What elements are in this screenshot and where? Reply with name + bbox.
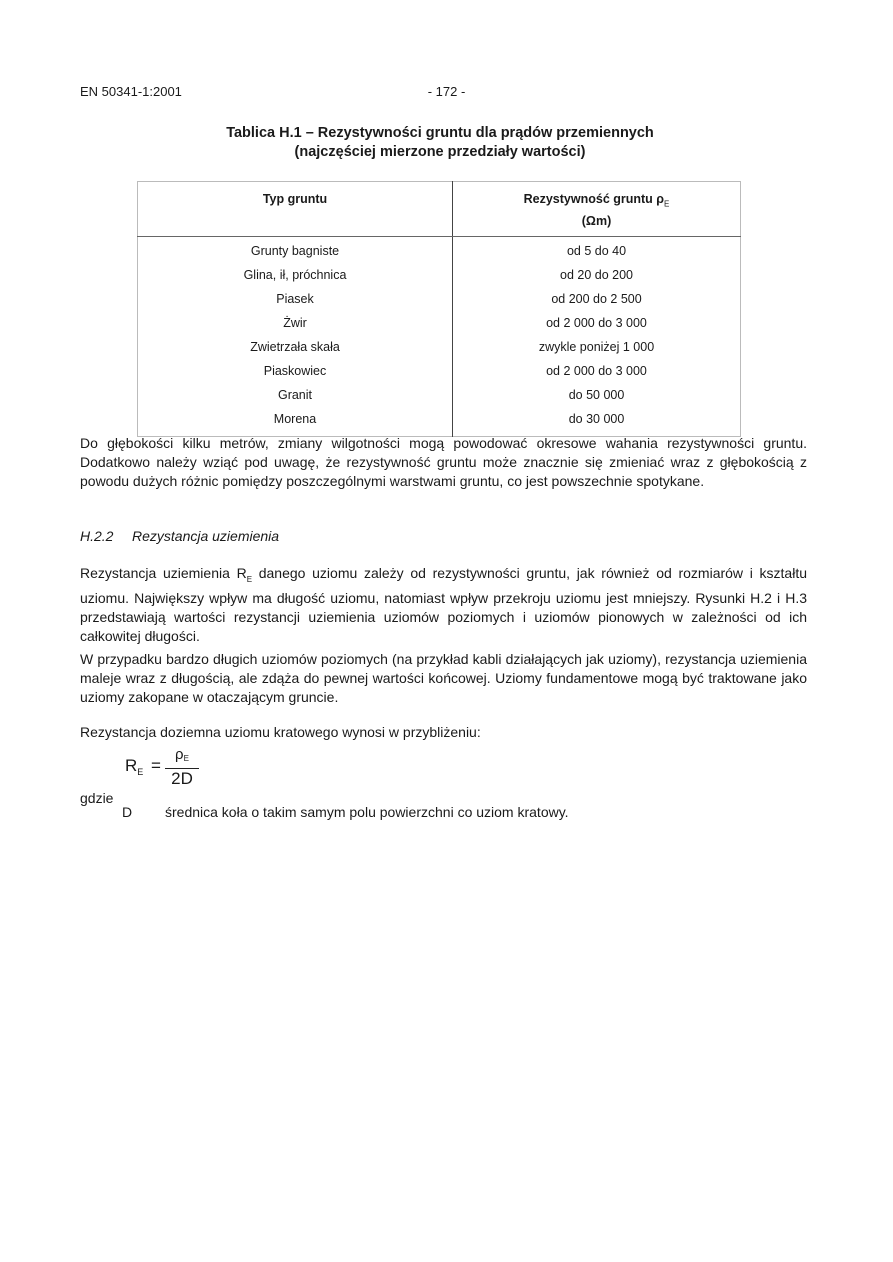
table-row (138, 236, 741, 265)
paragraph-grid-intro: Rezystancja doziemna uziomu kratowego wynosi w przybliżeniu: (80, 724, 481, 740)
formula-denominator: 2D (171, 769, 193, 788)
resistivity-cell: od 5 do 40 (566, 243, 627, 258)
table-row (138, 313, 741, 337)
paragraph-long-electrodes: W przypadku bardzo długich uziomów poziomych (na przykład kabli działających jak uziomy), rezystancja uziemienia maleje wraz z długością, ale zdąża do pewnej wartości końcowej. Uziomy fundamentowe mogą być traktowane jako uziomy zakopane w otaczającym gruncie. (80, 651, 807, 705)
standard-code: EN 50341-1:2001 (80, 84, 182, 99)
page-number: - 172 - (427, 84, 466, 99)
soil-type-cell: Żwir (138, 313, 453, 337)
soil-resistivity-table (137, 181, 741, 437)
where-label: gdzie (80, 790, 114, 806)
soil-type-cell: Piasek (138, 289, 453, 313)
formula-fraction (165, 747, 199, 789)
formula-numerator-sub: E (183, 754, 189, 763)
table-caption-line2: (najczęściej mierzone przedziały wartości) (294, 144, 586, 160)
resistivity-cell: do 30 000 (568, 411, 625, 426)
formula-lhs-sub: E (137, 767, 144, 777)
col-soil-type-header: Typ gruntu (138, 182, 453, 237)
paragraph2-subscript: E (246, 574, 253, 584)
formula-lhs (125, 756, 143, 777)
table-row (138, 289, 741, 313)
resistivity-cell: od 2 000 do 3 000 (546, 363, 647, 378)
definition-text: średnica koła o takim samym polu powierzchni co uziom kratowy. (165, 804, 569, 820)
section-number: H.2.2 (80, 528, 114, 544)
resistivity-cell: do 50 000 (568, 387, 625, 402)
table-row (138, 361, 741, 385)
formula-numerator (165, 747, 199, 769)
col-resistivity-header-text: Rezystywność gruntu ρ (523, 192, 665, 206)
definition-symbol: D (122, 804, 133, 820)
table-row (138, 265, 741, 289)
soil-type-cell: Zwietrzała skała (138, 337, 453, 361)
formula-lhs-symbol: R (125, 756, 138, 775)
col-resistivity-header-sub: E (664, 199, 670, 209)
paragraph2-start: Rezystancja uziemienia R (80, 565, 247, 581)
table-row (138, 385, 741, 409)
soil-type-cell: Piaskowiec (138, 361, 453, 385)
paragraph-moisture: Do głębokości kilku metrów, zmiany wilgotności mogą powodować okresowe wahania rezystywności gruntu. Dodatkowo należy wziąć pod uwagę, że rezystywność gruntu może znacznie się zmieniać wraz z głębokością z powodu dużych różnic pomiędzy poszczególnymi warstwami gruntu, co jest powszechnie spotykane. (80, 435, 807, 489)
soil-type-cell: Grunty bagniste (138, 236, 453, 265)
section-title: Rezystancja uziemienia (132, 528, 280, 544)
soil-type-cell: Glina, ił, próchnica (138, 265, 453, 289)
resistivity-cell: od 2 000 do 3 000 (546, 315, 647, 330)
table-header-row (138, 182, 741, 237)
col-resistivity-unit: (Ωm) (581, 213, 612, 228)
section-heading (80, 528, 279, 544)
table-caption-line1: Tablica H.1 – Rezystywności gruntu dla prądów przemiennych (226, 125, 654, 141)
soil-type-cell: Morena (138, 409, 453, 437)
resistivity-cell: od 200 do 2 500 (551, 291, 642, 306)
formula-numerator-symbol: ρ (175, 746, 184, 763)
paragraph-earthing-resistance (80, 564, 807, 646)
paragraph2-rest: danego uziomu zależy od rezystywności gruntu, jak również od rozmiarów i kształtu uziomu. Największy wpływ ma długość uziomu, natomiast wpływ przekroju uziomu jest mniejszy. Rysunki H.2 i H.3 przedstawiają wartości rezystancji uziemienia uziomów poziomych i uziomów pionowych w zależności od ich całkowitej długości. (80, 565, 808, 644)
col-resistivity-header (453, 182, 741, 237)
formula-equals: = (151, 756, 161, 775)
resistivity-cell: zwykle poniżej 1 000 (538, 339, 655, 354)
soil-type-cell: Granit (138, 385, 453, 409)
table-row (138, 409, 741, 437)
resistivity-cell: od 20 do 200 (560, 267, 633, 282)
table-row (138, 337, 741, 361)
table-caption (140, 124, 740, 162)
